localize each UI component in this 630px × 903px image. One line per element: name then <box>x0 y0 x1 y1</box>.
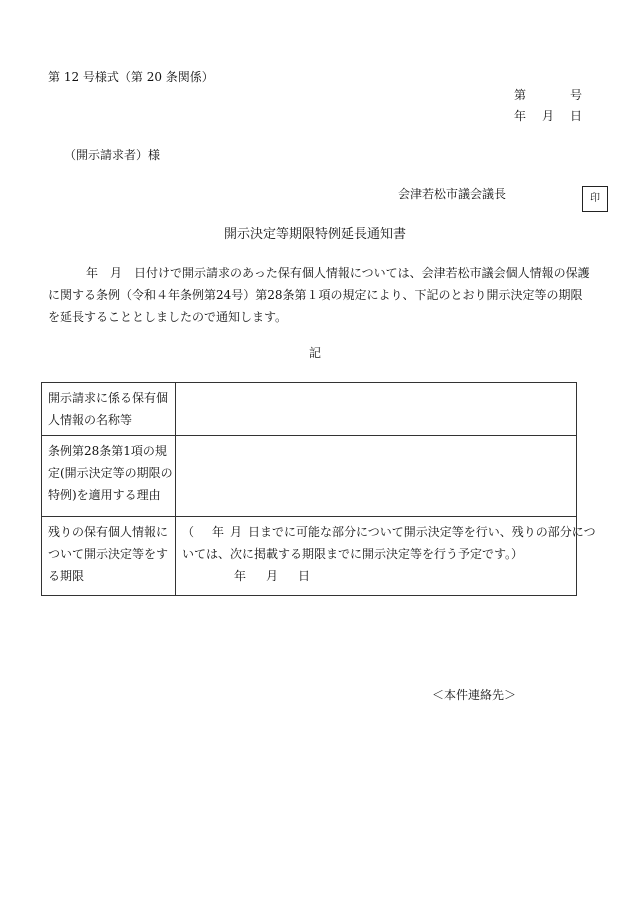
deadline-date <box>182 565 570 587</box>
table-row <box>42 383 577 436</box>
row2-value <box>176 436 577 517</box>
label-line: 残りの保有個人情報に <box>48 525 169 539</box>
body-line-1 <box>48 262 590 284</box>
label-line: る期限 <box>48 569 85 583</box>
deadline-note-line-1 <box>182 521 596 543</box>
issue-date-day: 日 <box>570 109 583 123</box>
row3-label <box>42 517 176 596</box>
body-line-2: に関する条例（令和４年条例第24号）第28条第１項の規定により、下記のとおり開示決定等の期限 <box>48 288 583 302</box>
ki-mark: 記 <box>308 346 321 360</box>
label-line: 条例第28条第1項の規 <box>48 444 167 458</box>
seal-label: 印 <box>590 193 600 204</box>
form-number: 第 12 号様式（第 20 条関係） <box>48 70 214 84</box>
deadline-day: 日 <box>298 569 311 583</box>
row3-value <box>176 517 596 596</box>
table-row <box>42 436 577 517</box>
label-line: ついて開示決定等をす <box>48 547 169 561</box>
label-line: 人情報の名称等 <box>48 413 133 427</box>
body-line-3: を延長することとしましたので通知します。 <box>48 310 288 324</box>
body-text <box>48 262 590 328</box>
body-line-1-text: 日付けで開示請求のあった保有個人情報については、会津若松市議会個人情報の保護 <box>134 266 590 280</box>
document-number-suffix: 号 <box>570 88 583 102</box>
deadline-note-line-2: いては、次に掲載する期限までに開示決定等を行う予定です。） <box>182 547 524 561</box>
label-line: 定(開示決定等の期限の <box>48 466 173 480</box>
seal-box <box>582 186 608 212</box>
body-year: 年 <box>86 266 99 280</box>
addressee: （開示請求者）様 <box>64 148 161 162</box>
label-line: 特例)を適用する理由 <box>48 488 161 502</box>
table-row <box>42 517 577 596</box>
row1-label <box>42 383 176 436</box>
document-number-label: 第 <box>514 88 527 102</box>
body-month: 月 <box>110 266 123 280</box>
info-table <box>41 382 596 596</box>
partial-month: 月 <box>230 525 243 539</box>
deadline-note-text-1: 日までに可能な部分について開示決定等を行い、残りの部分につ <box>248 525 596 539</box>
deadline-month: 月 <box>266 569 279 583</box>
issue-date-month: 月 <box>542 109 555 123</box>
row1-value <box>176 383 577 436</box>
open-paren: （ <box>182 525 195 539</box>
issuer-name: 会津若松市議会議長 <box>398 187 507 201</box>
issue-date-year: 年 <box>514 109 527 123</box>
row2-label <box>42 436 176 517</box>
partial-year: 年 <box>212 525 225 539</box>
label-line: 開示請求に係る保有個 <box>48 391 169 405</box>
document-title: 開示決定等期限特例延長通知書 <box>223 227 406 242</box>
contact-heading: ＜本件連絡先＞ <box>432 688 517 702</box>
deadline-year: 年 <box>234 569 247 583</box>
